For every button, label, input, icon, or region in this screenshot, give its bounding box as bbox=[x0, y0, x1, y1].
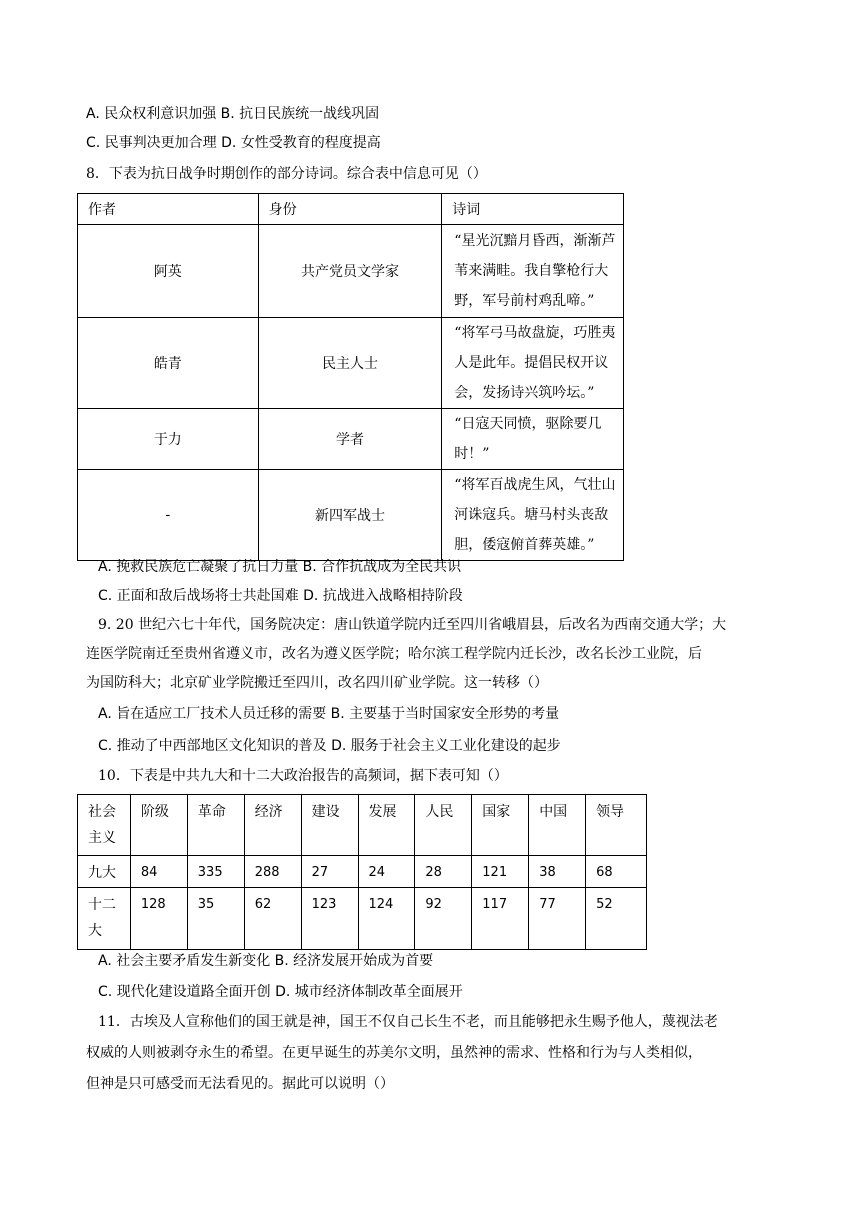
value-cell: 27 bbox=[301, 856, 358, 888]
value-cell: 68 bbox=[586, 856, 647, 888]
header-cell: 阶级 bbox=[130, 795, 187, 856]
value-cell: 121 bbox=[472, 856, 529, 888]
table-row bbox=[78, 409, 624, 470]
header-poem: 诗词 bbox=[442, 194, 624, 225]
header-cell: 建设 bbox=[301, 795, 358, 856]
q11-stem-line-3: 但神是只可感受而无法看见的。据此可以说明（） bbox=[86, 1076, 394, 1092]
header-cell: 革命 bbox=[187, 795, 244, 856]
poem-cell: “将军弓马故盘旋，巧胜夷人是此年。提倡民权开议会，发扬诗兴筑吟坛。” bbox=[442, 318, 624, 409]
role-cell: 民主人士 bbox=[258, 318, 442, 409]
q7-option-line-1: A. 民众权利意识加强 B. 抗日民族统一战线巩固 bbox=[86, 106, 380, 122]
value-cell: 117 bbox=[472, 888, 529, 950]
value-cell: 35 bbox=[187, 888, 244, 950]
header-cell: 社会主义 bbox=[78, 795, 131, 856]
value-cell: 24 bbox=[358, 856, 415, 888]
author-cell: - bbox=[78, 470, 259, 561]
frequency-table bbox=[77, 794, 647, 950]
poem-cell: “日寇天同愤，驱除要几时！” bbox=[442, 409, 624, 470]
value-cell: 84 bbox=[130, 856, 187, 888]
value-cell: 124 bbox=[358, 888, 415, 950]
role-cell: 学者 bbox=[258, 409, 442, 470]
value-cell: 28 bbox=[415, 856, 472, 888]
table-row bbox=[78, 888, 647, 950]
q9-stem-line-3: 为国防科大；北京矿业学院搬迁至四川，改名四川矿业学院。这一转移（） bbox=[86, 675, 548, 691]
value-cell: 128 bbox=[130, 888, 187, 950]
q9-stem-line-1: 9. 20 世纪六七十年代，国务院决定：唐山铁道学院内迁至四川省峨眉县，后改名为西南交通大学；大 bbox=[98, 617, 727, 633]
author-cell: 阿英 bbox=[78, 225, 259, 318]
table-row bbox=[78, 856, 647, 888]
q10-option-line-1: A. 社会主要矛盾发生新变化 B. 经济发展开始成为首要 bbox=[98, 953, 434, 969]
role-cell: 新四军战士 bbox=[258, 470, 442, 561]
table-row bbox=[78, 318, 624, 409]
frequency-header-row bbox=[78, 795, 647, 856]
header-role: 身份 bbox=[258, 194, 442, 225]
header-cell: 发展 bbox=[358, 795, 415, 856]
poem-table-header-row bbox=[78, 194, 624, 225]
value-cell: 77 bbox=[529, 888, 586, 950]
q9-option-line-2: C. 推动了中西部地区文化知识的普及 D. 服务于社会主义工业化建设的起步 bbox=[98, 738, 561, 754]
header-cell: 经济 bbox=[244, 795, 301, 856]
value-cell: 335 bbox=[187, 856, 244, 888]
header-cell: 领导 bbox=[586, 795, 647, 856]
table-row bbox=[78, 470, 624, 561]
header-author: 作者 bbox=[78, 194, 259, 225]
q7-option-line-2: C. 民事判决更加合理 D. 女性受教育的程度提高 bbox=[86, 135, 381, 151]
value-cell: 92 bbox=[415, 888, 472, 950]
q8-stem: 8．下表为抗日战争时期创作的部分诗词。综合表中信息可见（） bbox=[86, 166, 487, 182]
q11-stem-line-2: 权威的人则被剥夺永生的希望。在更早诞生的苏美尔文明，虽然神的需求、性格和行为与人类相似， bbox=[86, 1045, 702, 1061]
q11-stem-line-1: 11．古埃及人宣称他们的国王就是神，国王不仅自己长生不老，而且能够把永生赐予他人，蔑视法老 bbox=[98, 1014, 718, 1030]
value-cell: 52 bbox=[586, 888, 647, 950]
value-cell: 123 bbox=[301, 888, 358, 950]
author-cell: 皓青 bbox=[78, 318, 259, 409]
row-label: 十二大 bbox=[78, 888, 131, 950]
q8-option-line-1: A. 挽救民族危亡凝聚了抗日力量 B. 合作抗战成为全民共识 bbox=[98, 559, 462, 575]
role-cell: 共产党员文学家 bbox=[258, 225, 442, 318]
header-cell: 国家 bbox=[472, 795, 529, 856]
poem-cell: “将军百战虎生风，气壮山河诛寇兵。塘马村头丧敌胆，倭寇俯首葬英雄。” bbox=[442, 470, 624, 561]
row-label: 九大 bbox=[78, 856, 131, 888]
poem-table bbox=[77, 193, 624, 561]
q9-stem-line-2: 连医学院南迁至贵州省遵义市，改名为遵义医学院；哈尔滨工程学院内迁长沙，改名长沙工业院，后 bbox=[86, 646, 702, 662]
header-cell: 人民 bbox=[415, 795, 472, 856]
author-cell: 于力 bbox=[78, 409, 259, 470]
value-cell: 62 bbox=[244, 888, 301, 950]
q10-stem: 10．下表是中共九大和十二大政治报告的高频词，据下表可知（） bbox=[98, 768, 508, 784]
header-cell: 中国 bbox=[529, 795, 586, 856]
q8-option-line-2: C. 正面和敌后战场将士共赴国难 D. 抗战进入战略相持阶段 bbox=[98, 588, 463, 604]
value-cell: 288 bbox=[244, 856, 301, 888]
poem-cell: “星光沉黯月昏西，渐渐芦苇来满畦。我自擎枪行大野，军号前村鸡乱啼。” bbox=[442, 225, 624, 318]
q10-option-line-2: C. 现代化建设道路全面开创 D. 城市经济体制改革全面展开 bbox=[98, 984, 463, 1000]
table-row bbox=[78, 225, 624, 318]
value-cell: 38 bbox=[529, 856, 586, 888]
q9-option-line-1: A. 旨在适应工厂技术人员迁移的需要 B. 主要基于当时国家安全形势的考量 bbox=[98, 706, 560, 722]
